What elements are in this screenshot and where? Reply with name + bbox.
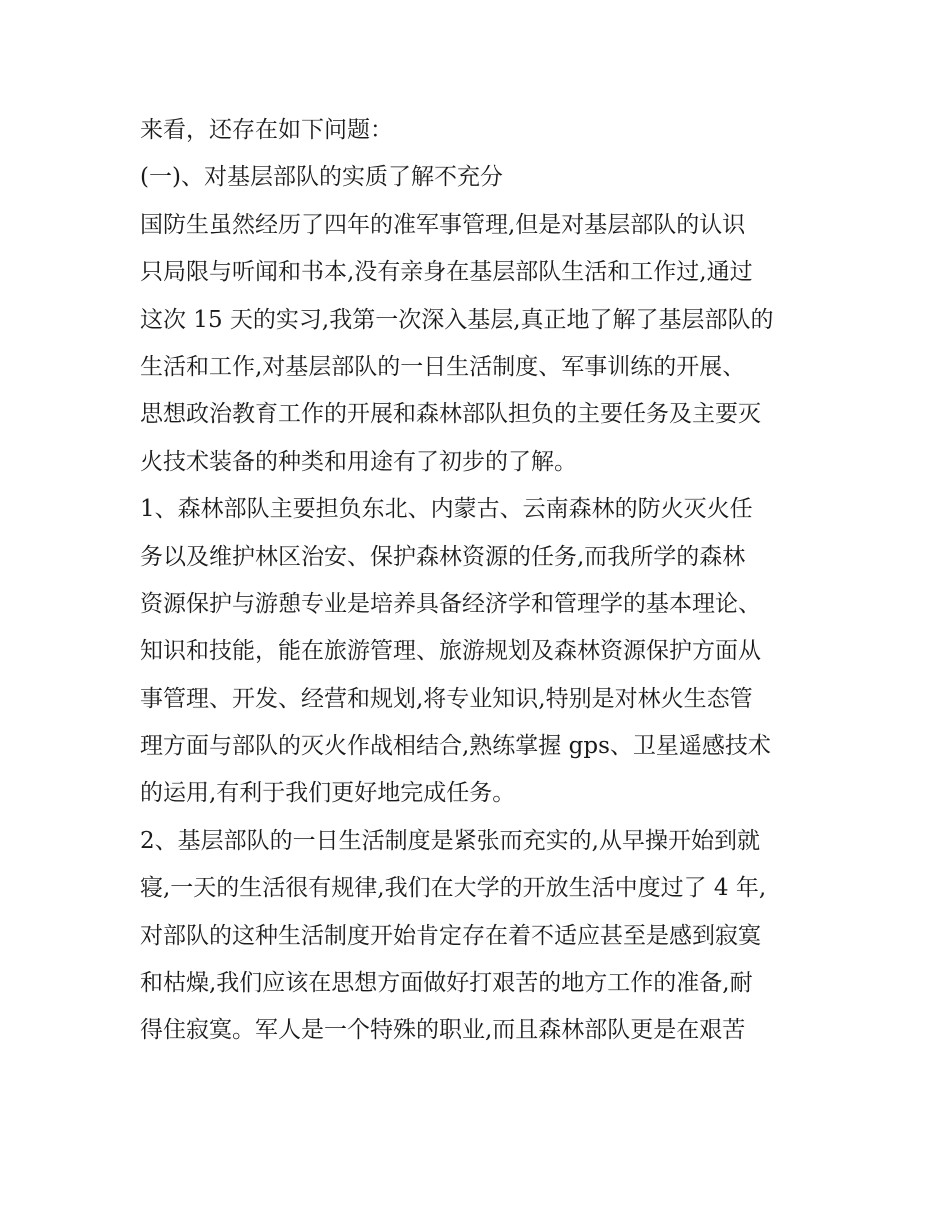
text-line: 国防生虽然经历了四年的准军事管理,但是对基层部队的认识 bbox=[140, 211, 746, 238]
text-line: 和枯燥,我们应该在思想方面做好打艰苦的地方工作的准备,耐 bbox=[140, 970, 753, 997]
text-line: 生活和工作,对基层部队的一日生活制度、军事训练的开展、 bbox=[140, 353, 746, 380]
text-line: 这次 15 天的实习,我第一次深入基层,真正地了解了基层部队的 bbox=[140, 306, 774, 333]
text-line: 来看，还存在如下问题： bbox=[140, 117, 393, 143]
numbered-item-2: 2、基层部队的一日生活制度是紧张而充实的,从早操开始到就 bbox=[140, 827, 760, 854]
text-line: 得住寂寞。军人是一个特殊的职业,而且森林部队更是在艰苦 bbox=[140, 1017, 746, 1044]
text-line: 的运用,有利于我们更好地完成任务。 bbox=[140, 780, 516, 807]
numbered-item-1: 1、森林部队主要担负东北、内蒙古、云南森林的防火灭火任 bbox=[140, 496, 753, 523]
text-line: 事管理、开发、经营和规划,将专业知识,特别是对林火生态管 bbox=[140, 685, 753, 712]
document-body bbox=[140, 107, 820, 1055]
section-heading: (一)、对基层部队的实质了解不充分 bbox=[140, 164, 503, 191]
text-line: 务以及维护林区治安、保护森林资源的任务,而我所学的森林 bbox=[140, 543, 746, 570]
text-line: 寝,一天的生活很有规律,我们在大学的开放生活中度过了 4 年, bbox=[140, 875, 767, 902]
text-line: 火技术装备的种类和用途有了初步的了解。 bbox=[140, 448, 577, 475]
text-line: 理方面与部队的灭火作战相结合,熟练掌握 gps、卫星遥感技术 bbox=[140, 733, 771, 760]
text-line: 知识和技能，能在旅游管理、旅游规划及森林资源保护方面从 bbox=[140, 638, 761, 665]
text-line: 只局限与听闻和书本,没有亲身在基层部队生活和工作过,通过 bbox=[140, 259, 753, 286]
text-line: 对部队的这种生活制度开始肯定存在着不适应甚至是感到寂寞 bbox=[140, 922, 761, 949]
text-line: 资源保护与游憩专业是培养具备经济学和管理学的基本理论、 bbox=[140, 590, 761, 617]
text-line: 思想政治教育工作的开展和森林部队担负的主要任务及主要灭 bbox=[140, 401, 761, 428]
